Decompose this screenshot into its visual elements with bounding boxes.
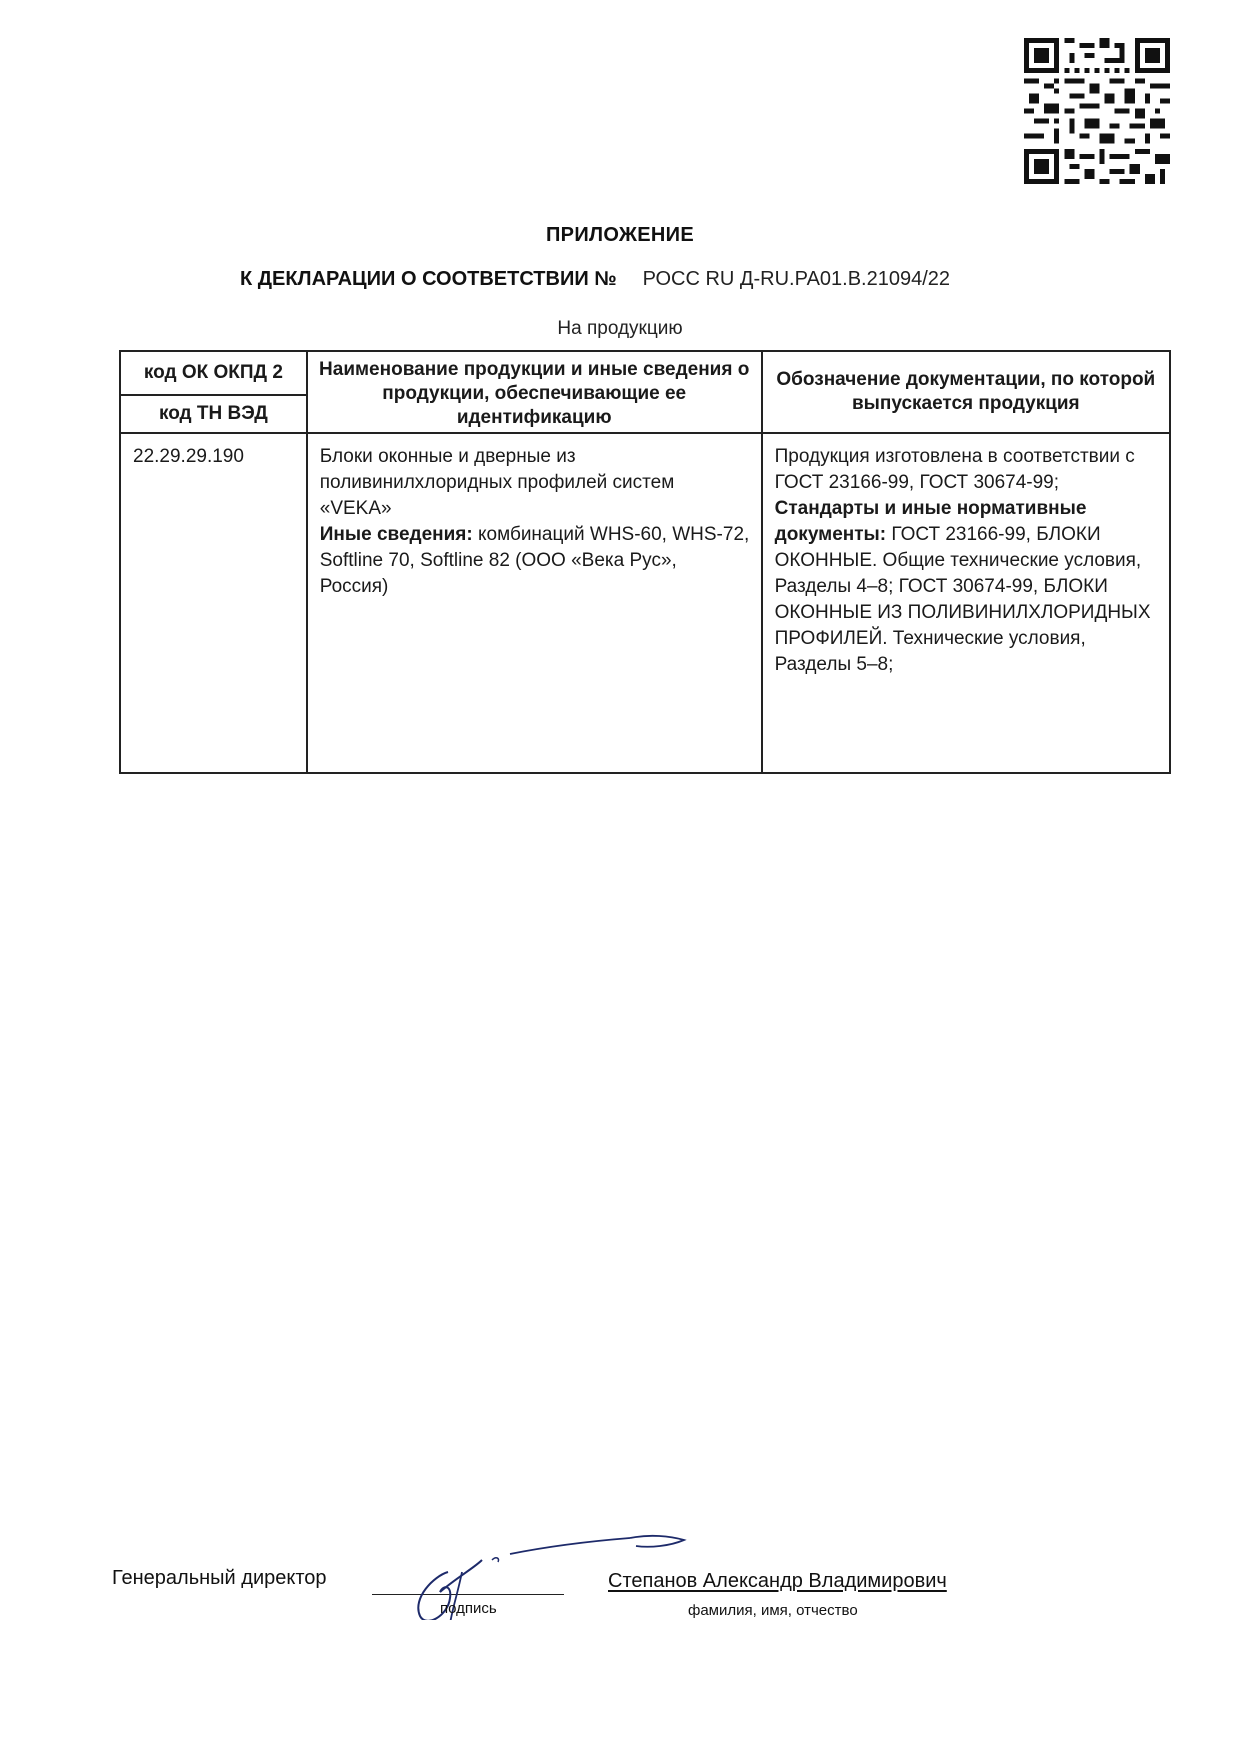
name-caption: фамилия, имя, отчество: [688, 1602, 858, 1619]
signature-caption: подпись: [440, 1600, 497, 1617]
cell-product: [307, 433, 762, 773]
qr-code-icon: [1024, 38, 1170, 184]
product-text: Блоки оконные и дверные из поливинилхлоридных профилей систем «VEKA»: [319, 446, 675, 519]
other-info-text: комбинаций WHS-60, WHS-72, Softline 70, Softline 82 (ООО «Века Рус», Россия): [319, 524, 750, 597]
cell-code: 22.29.29.190: [120, 433, 307, 773]
declaration-number: РОСС RU Д-RU.РА01.В.21094/22: [642, 268, 951, 290]
other-info-label: Иные сведения:: [319, 524, 473, 545]
cell-documentation: [762, 433, 1170, 773]
header-product-name: Наименование продукции и иные сведения о продукции, обеспечивающие ее идентификацию: [307, 351, 762, 433]
signatory-position: Генеральный директор: [112, 1567, 327, 1589]
standards-text: ГОСТ 23166-99, БЛОКИ ОКОННЫЕ. Общие технические условия, Разделы 4–8; ГОСТ 30674-99, БЛОКИ ОКОННЫЕ ИЗ ПОЛИВИНИЛХЛОРИДНЫХ ПРОФИЛЕЙ. Технические условия, Разделы 5–8;: [774, 524, 1151, 675]
table-row: [120, 433, 1170, 773]
declaration-subtitle: [240, 268, 950, 291]
standards-label: Стандарты и иные нормативные документы:: [774, 498, 1087, 545]
for-products-label: На продукцию: [557, 318, 683, 339]
header-code-okpd: код ОК ОКПД 2: [120, 351, 307, 395]
signatory-name: Степанов Александр Владимирович: [608, 1570, 947, 1592]
header-documentation: Обозначение документации, по которой выпускается продукция: [762, 351, 1170, 433]
page-title: ПРИЛОЖЕНИЕ: [546, 224, 694, 246]
documentation-text: Продукция изготовлена в соответствии с ГОСТ 23166-99, ГОСТ 30674-99;: [774, 446, 1135, 493]
declaration-label: К ДЕКЛАРАЦИИ О СООТВЕТСТВИИ №: [240, 268, 617, 290]
header-code-tnved: код ТН ВЭД: [120, 395, 307, 433]
products-table: [119, 350, 1171, 774]
